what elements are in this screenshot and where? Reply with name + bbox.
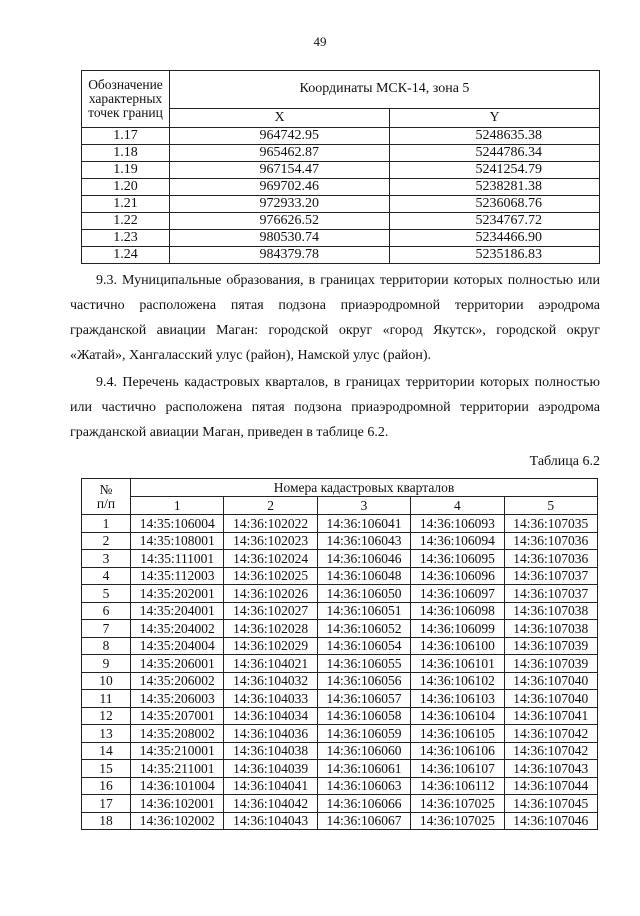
paragraph-line: или частично расположена пятая подзона приаэродромной территории аэродрома bbox=[70, 400, 600, 415]
cadastral-number-cell: 14:36:106101 bbox=[411, 655, 504, 673]
table-row bbox=[82, 230, 600, 247]
cadastral-number-cell: 14:36:106055 bbox=[317, 655, 410, 673]
cadastral-number-cell: 14:36:106096 bbox=[411, 567, 504, 585]
table-row bbox=[82, 585, 598, 603]
cadastral-number-cell: 14:36:106105 bbox=[411, 725, 504, 743]
cadastral-number-cell: 14:35:206002 bbox=[131, 672, 224, 690]
x-cell: 967154.47 bbox=[170, 162, 390, 179]
coordinates-table-body bbox=[82, 128, 600, 264]
row-number-cell: 13 bbox=[82, 725, 131, 743]
table-caption: Таблица 6.2 bbox=[529, 454, 600, 469]
row-number-cell: 2 bbox=[82, 532, 131, 550]
cadastral-number-cell: 14:36:104043 bbox=[224, 812, 317, 830]
cadastral-number-cell: 14:36:107037 bbox=[504, 567, 597, 585]
x-cell: 984379.78 bbox=[170, 247, 390, 264]
cadastral-number-cell: 14:36:106095 bbox=[411, 550, 504, 568]
cadastral-number-cell: 14:36:106052 bbox=[317, 620, 410, 638]
cadastral-number-cell: 14:36:107039 bbox=[504, 637, 597, 655]
column-number: 2 bbox=[224, 497, 317, 515]
cadastral-number-cell: 14:36:106060 bbox=[317, 742, 410, 760]
table-row bbox=[82, 777, 598, 795]
cadastral-number-cell: 14:36:104038 bbox=[224, 742, 317, 760]
cadastral-number-cell: 14:36:102022 bbox=[224, 515, 317, 533]
row-number-cell: 11 bbox=[82, 690, 131, 708]
cadastral-number-cell: 14:35:204002 bbox=[131, 620, 224, 638]
x-cell: 969702.46 bbox=[170, 179, 390, 196]
paragraph-line: гражданской авиации Маган: городской округ «город Якутск», городской округ bbox=[70, 323, 600, 338]
table-row bbox=[82, 760, 598, 778]
x-cell: 964742.95 bbox=[170, 128, 390, 145]
header-point-designation: Обозначение характерных точек границ bbox=[82, 71, 170, 128]
table-row bbox=[82, 162, 600, 179]
paragraph-line: 9.3. Муниципальные образования, в границах территории которых полностью или bbox=[96, 273, 600, 288]
cadastral-number-cell: 14:36:107043 bbox=[504, 760, 597, 778]
row-number-cell: 9 bbox=[82, 655, 131, 673]
cadastral-number-cell: 14:36:107036 bbox=[504, 532, 597, 550]
cadastral-number-cell: 14:35:111001 bbox=[131, 550, 224, 568]
cadastral-number-cell: 14:36:106054 bbox=[317, 637, 410, 655]
cadastral-number-cell: 14:35:112003 bbox=[131, 567, 224, 585]
cadastral-number-cell: 14:36:107044 bbox=[504, 777, 597, 795]
cadastral-number-cell: 14:35:108001 bbox=[131, 532, 224, 550]
y-cell: 5248635.38 bbox=[390, 128, 600, 145]
cadastral-number-cell: 14:36:106103 bbox=[411, 690, 504, 708]
header-row-number bbox=[82, 479, 131, 515]
cadastral-number-cell: 14:36:106051 bbox=[317, 602, 410, 620]
cadastral-number-cell: 14:35:204001 bbox=[131, 602, 224, 620]
x-cell: 976626.52 bbox=[170, 213, 390, 230]
cadastral-number-cell: 14:36:107042 bbox=[504, 725, 597, 743]
cadastral-number-cell: 14:36:106061 bbox=[317, 760, 410, 778]
cadastral-number-cell: 14:36:106107 bbox=[411, 760, 504, 778]
row-number-cell: 15 bbox=[82, 760, 131, 778]
cadastral-number-cell: 14:35:204004 bbox=[131, 637, 224, 655]
point-cell: 1.18 bbox=[82, 145, 170, 162]
cadastral-number-cell: 14:36:106057 bbox=[317, 690, 410, 708]
cadastral-number-cell: 14:36:102025 bbox=[224, 567, 317, 585]
cadastral-number-cell: 14:36:101004 bbox=[131, 777, 224, 795]
cadastral-table-body bbox=[82, 515, 598, 830]
cadastral-number-cell: 14:36:107042 bbox=[504, 742, 597, 760]
column-number: 3 bbox=[317, 497, 410, 515]
paragraph-line: частично расположена пятая подзона приаэродромной территории аэродрома bbox=[70, 298, 600, 313]
cadastral-number-cell: 14:36:107040 bbox=[504, 672, 597, 690]
cadastral-number-cell: 14:36:102024 bbox=[224, 550, 317, 568]
cadastral-number-cell: 14:36:106056 bbox=[317, 672, 410, 690]
paragraph-9-4 bbox=[70, 370, 600, 445]
cadastral-number-cell: 14:36:102029 bbox=[224, 637, 317, 655]
table-row bbox=[82, 725, 598, 743]
cadastral-number-cell: 14:36:106041 bbox=[317, 515, 410, 533]
table-row bbox=[82, 515, 598, 533]
row-number-cell: 12 bbox=[82, 707, 131, 725]
cadastral-number-cell: 14:36:107039 bbox=[504, 655, 597, 673]
cadastral-number-cell: 14:36:106104 bbox=[411, 707, 504, 725]
x-cell: 972933.20 bbox=[170, 196, 390, 213]
cadastral-number-cell: 14:36:106100 bbox=[411, 637, 504, 655]
cadastral-number-cell: 14:36:106059 bbox=[317, 725, 410, 743]
table-row bbox=[82, 196, 600, 213]
paragraph-line: 9.4. Перечень кадастровых кварталов, в границах территории которых полностью bbox=[96, 375, 600, 390]
row-number-cell: 7 bbox=[82, 620, 131, 638]
point-cell: 1.21 bbox=[82, 196, 170, 213]
header-x: X bbox=[170, 108, 390, 127]
cadastral-number-cell: 14:36:106093 bbox=[411, 515, 504, 533]
cadastral-number-cell: 14:35:206001 bbox=[131, 655, 224, 673]
point-cell: 1.20 bbox=[82, 179, 170, 196]
point-cell: 1.17 bbox=[82, 128, 170, 145]
row-number-cell: 5 bbox=[82, 585, 131, 603]
table-row bbox=[82, 602, 598, 620]
column-number: 4 bbox=[411, 497, 504, 515]
table-row bbox=[82, 550, 598, 568]
cadastral-number-cell: 14:35:206003 bbox=[131, 690, 224, 708]
cadastral-number-cell: 14:36:107036 bbox=[504, 550, 597, 568]
y-cell: 5234466.90 bbox=[390, 230, 600, 247]
x-cell: 980530.74 bbox=[170, 230, 390, 247]
point-cell: 1.23 bbox=[82, 230, 170, 247]
cadastral-number-cell: 14:36:106094 bbox=[411, 532, 504, 550]
cadastral-number-cell: 14:36:106043 bbox=[317, 532, 410, 550]
table-row bbox=[82, 742, 598, 760]
cadastral-number-cell: 14:35:202001 bbox=[131, 585, 224, 603]
table-row bbox=[82, 247, 600, 264]
cadastral-number-cell: 14:36:107038 bbox=[504, 620, 597, 638]
cadastral-number-cell: 14:36:107040 bbox=[504, 690, 597, 708]
cadastral-number-cell: 14:36:106098 bbox=[411, 602, 504, 620]
row-number-cell: 18 bbox=[82, 812, 131, 830]
table-row bbox=[82, 637, 598, 655]
cadastral-number-cell: 14:36:106050 bbox=[317, 585, 410, 603]
cadastral-number-cell: 14:36:107037 bbox=[504, 585, 597, 603]
header-row-number-text: № п/п bbox=[96, 482, 116, 511]
cadastral-number-cell: 14:36:106067 bbox=[317, 812, 410, 830]
cadastral-number-cell: 14:36:107046 bbox=[504, 812, 597, 830]
cadastral-number-cell: 14:35:208002 bbox=[131, 725, 224, 743]
cadastral-number-cell: 14:36:104021 bbox=[224, 655, 317, 673]
row-number-cell: 14 bbox=[82, 742, 131, 760]
cadastral-number-cell: 14:36:104036 bbox=[224, 725, 317, 743]
cadastral-number-cell: 14:36:102028 bbox=[224, 620, 317, 638]
cadastral-number-cell: 14:35:211001 bbox=[131, 760, 224, 778]
point-cell: 1.22 bbox=[82, 213, 170, 230]
cadastral-number-cell: 14:36:107038 bbox=[504, 602, 597, 620]
cadastral-number-cell: 14:35:210001 bbox=[131, 742, 224, 760]
cadastral-number-cell: 14:36:106106 bbox=[411, 742, 504, 760]
table-row bbox=[82, 567, 598, 585]
table-row bbox=[82, 655, 598, 673]
row-number-cell: 4 bbox=[82, 567, 131, 585]
cadastral-number-cell: 14:36:106048 bbox=[317, 567, 410, 585]
point-cell: 1.19 bbox=[82, 162, 170, 179]
row-number-cell: 6 bbox=[82, 602, 131, 620]
cadastral-number-cell: 14:36:104039 bbox=[224, 760, 317, 778]
cadastral-number-cell: 14:35:207001 bbox=[131, 707, 224, 725]
row-number-cell: 17 bbox=[82, 795, 131, 813]
cadastral-number-cell: 14:36:107025 bbox=[411, 812, 504, 830]
table-row bbox=[82, 812, 598, 830]
y-cell: 5236068.76 bbox=[390, 196, 600, 213]
cadastral-number-cell: 14:36:104034 bbox=[224, 707, 317, 725]
table-row bbox=[82, 672, 598, 690]
row-number-cell: 10 bbox=[82, 672, 131, 690]
y-cell: 5238281.38 bbox=[390, 179, 600, 196]
cadastral-number-cell: 14:35:106004 bbox=[131, 515, 224, 533]
coordinates-table bbox=[81, 70, 600, 264]
header-coordinate-system: Координаты МСК-14, зона 5 bbox=[170, 71, 600, 109]
cadastral-number-cell: 14:36:106097 bbox=[411, 585, 504, 603]
x-cell: 965462.87 bbox=[170, 145, 390, 162]
cadastral-number-cell: 14:36:106102 bbox=[411, 672, 504, 690]
table-row bbox=[82, 179, 600, 196]
cadastral-number-cell: 14:36:102026 bbox=[224, 585, 317, 603]
y-cell: 5241254.79 bbox=[390, 162, 600, 179]
table-row bbox=[82, 145, 600, 162]
page-number: 49 bbox=[313, 34, 327, 49]
cadastral-number-cell: 14:36:106046 bbox=[317, 550, 410, 568]
table-row bbox=[82, 620, 598, 638]
header-cadastral-group: Номера кадастровых кварталов bbox=[131, 479, 598, 497]
y-cell: 5244786.34 bbox=[390, 145, 600, 162]
y-cell: 5235186.83 bbox=[390, 247, 600, 264]
cadastral-number-cell: 14:36:102027 bbox=[224, 602, 317, 620]
cadastral-number-cell: 14:36:104041 bbox=[224, 777, 317, 795]
row-number-cell: 3 bbox=[82, 550, 131, 568]
cadastral-number-cell: 14:36:107045 bbox=[504, 795, 597, 813]
point-cell: 1.24 bbox=[82, 247, 170, 264]
cadastral-number-cell: 14:36:106063 bbox=[317, 777, 410, 795]
table-row bbox=[82, 690, 598, 708]
cadastral-number-cell: 14:36:102002 bbox=[131, 812, 224, 830]
table-row bbox=[82, 795, 598, 813]
paragraph-9-3 bbox=[70, 268, 600, 368]
column-numbers-row bbox=[82, 497, 598, 515]
column-number: 1 bbox=[131, 497, 224, 515]
cadastral-table bbox=[81, 478, 598, 830]
row-number-cell: 8 bbox=[82, 637, 131, 655]
table-row bbox=[82, 532, 598, 550]
cadastral-number-cell: 14:36:107025 bbox=[411, 795, 504, 813]
header-y: Y bbox=[390, 108, 600, 127]
row-number-cell: 16 bbox=[82, 777, 131, 795]
table-row bbox=[82, 707, 598, 725]
cadastral-number-cell: 14:36:106066 bbox=[317, 795, 410, 813]
paragraph-line: «Жатай», Хангаласский улус (район), Намской улус (район). bbox=[70, 348, 432, 363]
cadastral-number-cell: 14:36:106058 bbox=[317, 707, 410, 725]
y-cell: 5234767.72 bbox=[390, 213, 600, 230]
paragraph-line: гражданской авиации Маган, приведен в таблице 6.2. bbox=[70, 425, 389, 440]
cadastral-number-cell: 14:36:102001 bbox=[131, 795, 224, 813]
cadastral-number-cell: 14:36:104042 bbox=[224, 795, 317, 813]
cadastral-number-cell: 14:36:107035 bbox=[504, 515, 597, 533]
cadastral-number-cell: 14:36:107041 bbox=[504, 707, 597, 725]
cadastral-number-cell: 14:36:104032 bbox=[224, 672, 317, 690]
cadastral-number-cell: 14:36:102023 bbox=[224, 532, 317, 550]
table-row bbox=[82, 128, 600, 145]
cadastral-number-cell: 14:36:104033 bbox=[224, 690, 317, 708]
cadastral-number-cell: 14:36:106112 bbox=[411, 777, 504, 795]
cadastral-number-cell: 14:36:106099 bbox=[411, 620, 504, 638]
row-number-cell: 1 bbox=[82, 515, 131, 533]
column-number: 5 bbox=[504, 497, 597, 515]
table-row bbox=[82, 213, 600, 230]
